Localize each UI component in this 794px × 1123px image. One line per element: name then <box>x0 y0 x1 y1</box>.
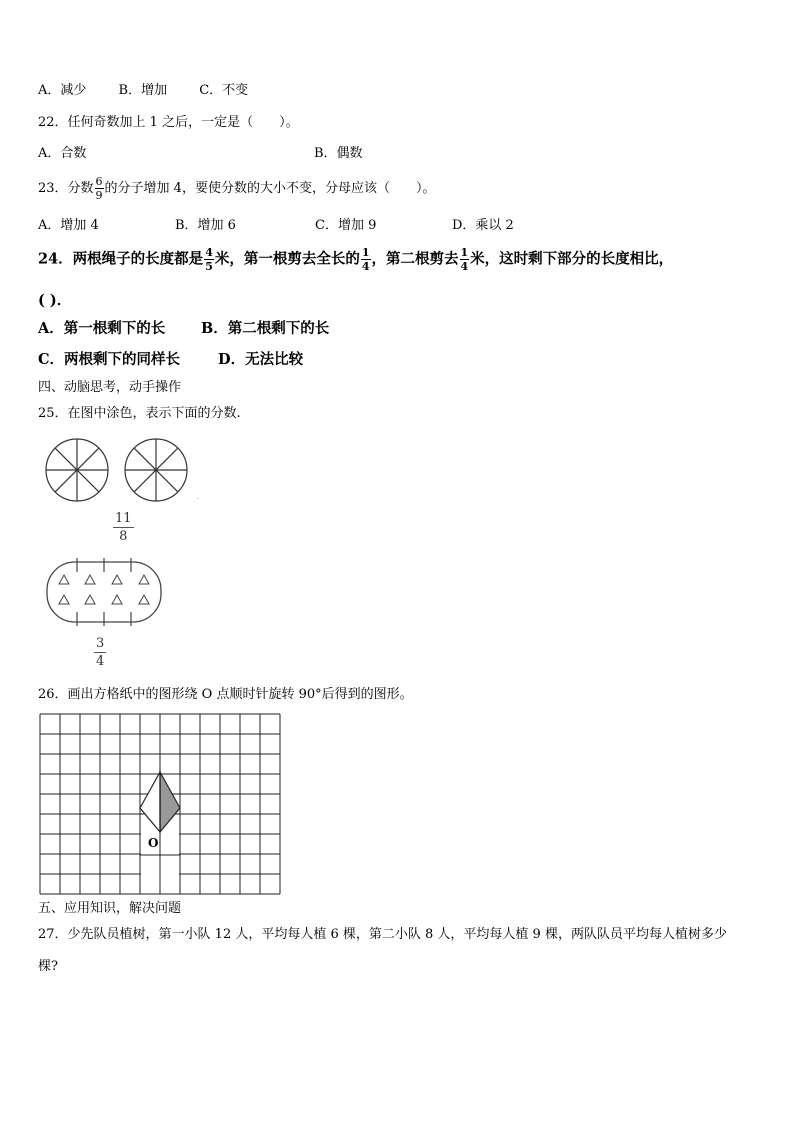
q24-fraction-1-den: 5 <box>205 260 213 273</box>
q22-option-b[interactable]: B．偶数 <box>314 146 363 161</box>
q23-option-b[interactable]: B．增加 6 <box>175 218 236 233</box>
q23-text-post: 的分子增加 4，要使分数的大小不变，分母应该（ ）。 <box>104 181 436 196</box>
q21-option-c[interactable]: C．不变 <box>199 83 249 98</box>
q24-fraction-2-num: 1 <box>361 246 370 259</box>
q24-text-3: ，第二根剪去 <box>371 250 459 268</box>
q24-fraction-3 <box>460 247 470 272</box>
q25-fraction-2-den: 4 <box>96 654 105 669</box>
point-o-label: O <box>148 836 159 850</box>
circle-1[interactable] <box>46 439 108 501</box>
q24-fraction-1-num: 4 <box>205 246 213 259</box>
q25-question: 25．在图中涂色，表示下面的分数. <box>38 406 241 421</box>
q24-option-b[interactable]: B．第二根剩下的长 <box>201 320 330 337</box>
triangle-stadium-diagram[interactable] <box>44 556 164 628</box>
q25-fraction-1 <box>113 512 134 543</box>
q23-option-c[interactable]: C．增加 9 <box>315 218 377 233</box>
triangle-icons <box>59 575 149 604</box>
q24-fraction-2 <box>361 247 371 272</box>
q24-fraction-3-den: 4 <box>460 260 469 273</box>
q24-fraction-3-num: 1 <box>460 246 469 259</box>
q23-fraction <box>95 176 104 201</box>
kite-shape <box>140 772 180 832</box>
circle-2[interactable] <box>125 439 187 501</box>
q24-question <box>38 247 673 272</box>
q24-answer-blank: ( )． <box>38 292 72 309</box>
q27-question-line-1: 27．少先队员植树，第一小队 12 人，平均每人植 6 棵，第二小队 8 人，平均每人植 9 棵，两队队员平均每人植树多少 <box>38 927 727 942</box>
q23-option-a[interactable]: A．增加 4 <box>38 218 99 233</box>
q24-fraction-2-den: 4 <box>361 260 370 273</box>
q24-text-1: 24．两根绳子的长度都是 <box>38 250 204 268</box>
section-5-heading: 五、应用知识，解决问题 <box>38 901 182 916</box>
q24-fraction-1 <box>204 247 214 272</box>
q21-options <box>38 84 248 97</box>
q24-text-4: 米，这时剩下部分的长度相比， <box>470 250 674 268</box>
q21-option-a[interactable]: A．减少 <box>38 83 87 98</box>
q24-text-2: 米，第一根剪去全长的 <box>214 250 360 268</box>
q23-fraction-den: 9 <box>95 189 103 202</box>
q23-text-pre: 23．分数 <box>38 181 94 196</box>
q25-fraction-2-num: 3 <box>96 636 105 651</box>
q23-option-d[interactable]: D．乘以 2 <box>452 218 514 233</box>
q25-fraction-1-num: 11 <box>115 511 132 526</box>
q25-fraction-2 <box>94 637 106 668</box>
q23-question <box>38 176 435 201</box>
q24-option-a[interactable]: A．第一根剩下的长 <box>38 320 166 337</box>
q21-option-b[interactable]: B．增加 <box>118 83 168 98</box>
q23-fraction-num: 6 <box>95 175 103 188</box>
q22-question: 22．任何奇数加上 1 之后，一定是（ ）。 <box>38 115 299 130</box>
q27-question-line-2: 棵? <box>38 959 58 974</box>
section-4-heading: 四、动脑思考，动手操作 <box>38 380 182 395</box>
q24-option-c[interactable]: C．两根剩下的同样长 <box>38 351 181 368</box>
grid-paper[interactable] <box>38 712 282 896</box>
q22-option-a[interactable]: A．合数 <box>38 146 87 161</box>
q26-question: 26．画出方格纸中的图形绕 O 点顺时针旋转 90°后得到的图形。 <box>38 687 413 702</box>
q25-fraction-1-den: 8 <box>119 529 128 544</box>
q24-option-d[interactable]: D．无法比较 <box>218 351 304 368</box>
circle-diagrams <box>40 436 210 506</box>
